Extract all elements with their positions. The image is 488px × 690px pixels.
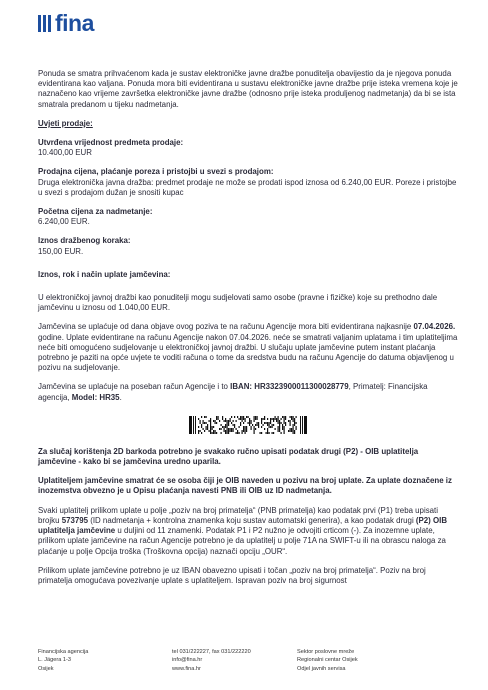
- deposit-paragraph-1: U elektroničkoj javnoj dražbi kao ponuditelji mogu sudjelovati samo osobe (pravne i fizičke) koje su prethodno dale jamčevinu u iznosu od 1.040,00 EUR.: [38, 293, 438, 313]
- barcode-container: [38, 416, 458, 434]
- iban: IBAN: HR3323900011300028779: [230, 382, 349, 392]
- footer-line: Regionalni centar Osijek: [297, 657, 358, 664]
- sale-price-label: Prodajna cijena, plaćanje poreza i pristojbi u svezi s prodajom:: [38, 167, 274, 177]
- payer-note: Uplatiteljem jamčevine smatrat će se osoba čiji je OIB naveden u pozivu na broj uplate. Za uplate doznačene iz inozemstva obvezno je u Opisu plaćanja navesti PNB ili OIB uz ID nadmetanja.: [38, 476, 452, 496]
- deposit-text: Jamčevina se uplaćuje na poseban račun Agencije i to: [38, 382, 231, 392]
- increment-label: Iznos dražbenog koraka:: [38, 236, 131, 246]
- footer-line: Sektor poslovne mreže: [297, 649, 355, 655]
- sale-price-text: Druga elektronička javna dražba: predmet prodaje ne može se prodati ispod iznosa od 6.240,00 EUR. Poreze i pristojbe u svezi s prodajom dužan je snositi kupac: [38, 177, 457, 197]
- deposit-text: , Primatelj: Financijska agencija,: [38, 382, 428, 402]
- payment-model: Model: HR35: [71, 392, 120, 402]
- logo-text: fina: [55, 10, 94, 36]
- conditions-heading: Uvjeti prodaje:: [38, 118, 93, 128]
- increment-value: 150,00 EUR.: [38, 246, 84, 256]
- start-price-value: 6.240,00 EUR.: [38, 217, 90, 227]
- reference-text: (ID nadmetanja + kontrolna znamenka koju sustav automatski generira), a kao podatak drugi: [88, 515, 416, 525]
- logo-bars-icon: [38, 15, 51, 32]
- reference-p2-label: (P2) OIB uplatitelja jamčevine: [38, 515, 448, 536]
- document-body: [38, 69, 458, 586]
- footer-line: Financijska agencija: [38, 649, 89, 655]
- deposit-heading: Iznos, rok i način uplate jamčevina:: [38, 269, 171, 279]
- footer-contact: [172, 648, 251, 673]
- deposit-text: godine. Uplate evidentirane na računu Agencije nakon 07.04.2026. neće se smatrati valjanim uplatama i tim uplatiteljima neće biti omogućeno sudjelovanje u elektroničkoj javnoj dražbi. U slučaju uplate jamčevine putem instant plaćanja potrebno je paziti na opće uvjete te voditi računa o tome da sredstva budu na računu Agencije do datuma objavljenog u pozivu na sudjelovanje.: [38, 332, 458, 373]
- start-price-label: Početna cijena za nadmetanje:: [38, 207, 153, 217]
- footer-department: [297, 648, 358, 673]
- iban-note-paragraph: Prilikom uplate jamčevine potrebno je uz IBAN obavezno upisati i točan „poziv na broj primatelja“. Poziv na broj primatelja omogućava povezivanje uplate s uplatiteljem. Ispravan poziv na broj sigurnost: [38, 565, 426, 585]
- auction-reference-number: 573795: [61, 515, 89, 525]
- footer-line: Osijek: [38, 665, 54, 672]
- deposit-paragraph-3: [38, 382, 458, 402]
- 2d-barcode-icon: [189, 416, 307, 434]
- barcode-note: Za slučaj korištenja 2D barkoda potrebno je svakako ručno upisati podatak drugi (P2) - OIB uplatitelja jamčevine - kako bi se jamčevina uredno uparila.: [38, 446, 419, 467]
- deposit-deadline: 07.04.2026.: [413, 322, 456, 332]
- reference-text: u duljini od 11 znamenki. Podatak P1 i P2 nužno je odvojiti crticom (-). Za inozemne uplate, prilikom uplate jamčevine na račun Agencije potrebno je da uplatitelj u polje 71A na SWIFT-u ili na obrascu naloga za plaćanje u polje Opcija troška (Troškovna opcija) naznači opciju „OUR“.: [38, 526, 446, 556]
- footer-line: tel 031/222227, fax 031/222220: [172, 649, 251, 655]
- intro-paragraph: Ponuda se smatra prihvaćenom kada je sustav elektroničke javne dražbe ponuditelja obavijestio da je njegova ponuda evidentirana kao valjana. Ponuda mora biti evidentirana u sustavu elektroničke javne dražbe prije isteka vremena koje je naznačeno kao vrijeme završetka elektroničke javne dražbe (odnosno prije isteka produljenog nadmetanja) da bi se ista smatrala predanom u tijeku nadmetanja.: [38, 69, 458, 109]
- footer-line: Odjel javnih servisa: [297, 665, 346, 672]
- deposit-paragraph-2: [38, 322, 458, 373]
- footer-address: [38, 648, 88, 673]
- footer-line: info@fina.hr: [172, 657, 203, 664]
- deposit-text: .: [119, 392, 122, 402]
- estimated-value: 10.400,00 EUR: [38, 148, 92, 158]
- footer-line: www.fina.hr: [172, 665, 201, 672]
- fina-logo: [38, 11, 94, 35]
- footer-line: L. Jägera 1-3: [38, 657, 71, 664]
- reference-text: Svaki uplatitelj prilikom uplate u polje „poziv na broj primatelja“ (PNB primatelja) kao podatak prvi (P1) treba upisati brojku: [38, 505, 438, 525]
- reference-paragraph: [38, 506, 458, 557]
- estimated-value-label: Utvrđena vrijednost predmeta prodaje:: [38, 138, 184, 148]
- deposit-text: Jamčevina se uplaćuje od dana objave ovog poziva te na računu Agencije mora biti evidentirana najkasnije: [38, 322, 414, 332]
